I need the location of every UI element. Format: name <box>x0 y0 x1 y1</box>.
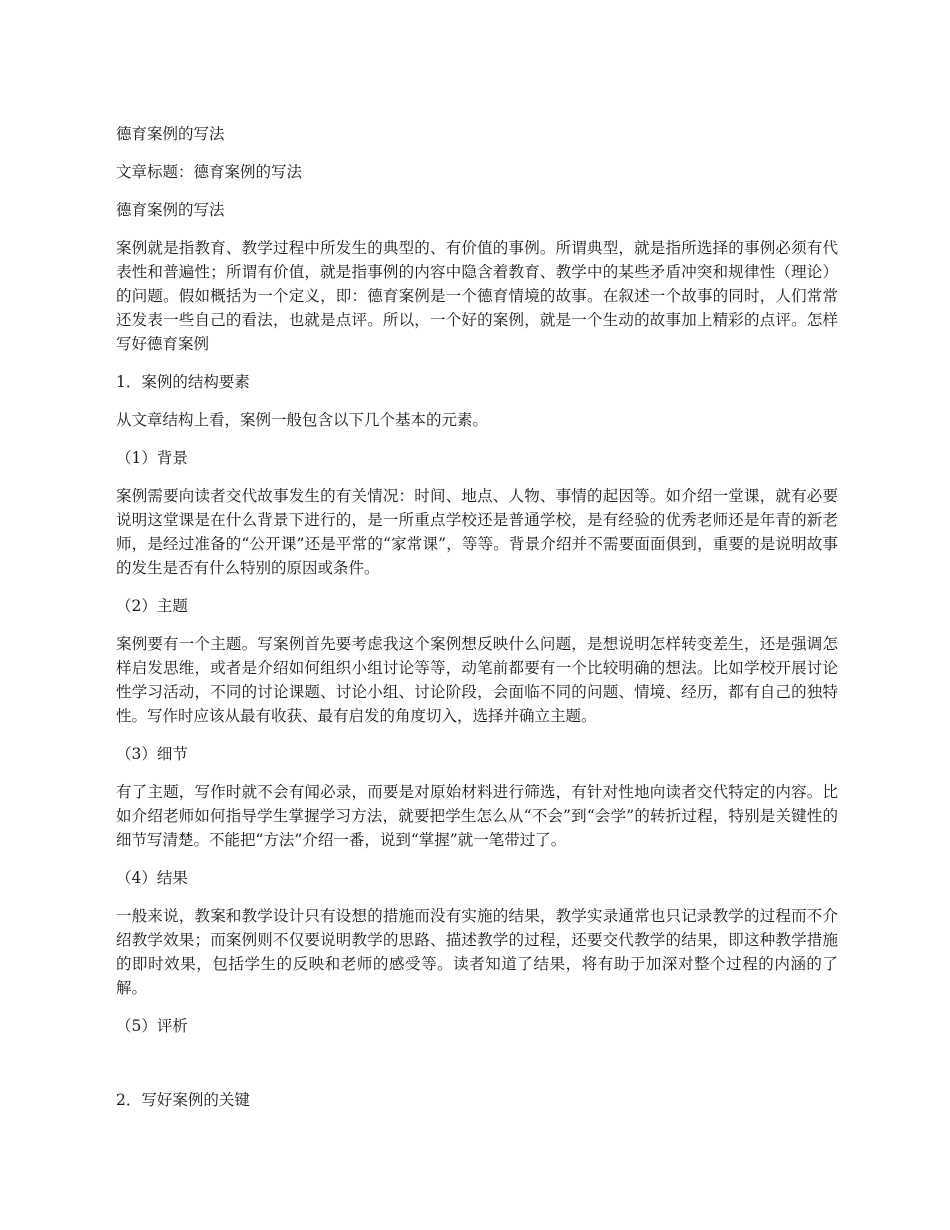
document-body <box>116 122 838 1112</box>
heading-writing-keys: 2．写好案例的关键 <box>116 1091 250 1109</box>
subheading-background: （1）背景 <box>116 449 188 467</box>
section-title: 德育案例的写法 <box>116 201 225 219</box>
intro-paragraph: 案例就是指教育、教学过程中所发生的典型的、有价值的事例。所谓典型，就是指所选择的事例必须有代表性和普遍性；所谓有价值，就是指事例的内容中隐含着教育、教学中的某些矛盾冲突和规律性（理论）的问题。假如概括为一个定义，即：德育案例是一个德育情境的故事。在叙述一个故事的同时，人们常常还发表一些自己的看法，也就是点评。所以，一个好的案例，就是一个生动的故事加上精彩的点评。怎样写好德育案例 <box>116 239 838 353</box>
theme-paragraph: 案例要有一个主题。写案例首先要考虑我这个案例想反映什么问题，是想说明怎样转变差生，还是强调怎样启发思维，或者是介绍如何组织小组讨论等等，动笔前都要有一个比较明确的想法。比如学校开展讨论性学习活动，不同的讨论课题、讨论小组、讨论阶段，会面临不同的问题、情境、经历，都有自己的独特性。写作时应该从最有收获、最有启发的角度切入，选择并确立主题。 <box>116 635 838 725</box>
subheading-theme: （2）主题 <box>116 597 188 615</box>
heading-structure-elements: 1．案例的结构要素 <box>116 373 250 391</box>
subheading-details: （3）细节 <box>116 745 188 763</box>
results-paragraph: 一般来说，教案和教学设计只有设想的措施而没有实施的结果，教学实录通常也只记录教学的过程而不介绍教学效果；而案例则不仅要说明教学的思路、描述教学的过程，还要交代教学的结果，即这种教学措施的即时效果，包括学生的反映和老师的感受等。读者知道了结果，将有助于加深对整个过程的内涵的了解。 <box>116 907 838 997</box>
details-paragraph: 有了主题，写作时就不会有闻必录，而要是对原始材料进行筛选，有针对性地向读者交代特定的内容。比如介绍老师如何指导学生掌握学习方法，就要把学生怎么从“不会”到“会学”的转折过程，特别是关键性的细节写清楚。不能把“方法”介绍一番，说到“掌握”就一笔带过了。 <box>116 783 838 849</box>
background-paragraph: 案例需要向读者交代故事发生的有关情况：时间、地点、人物、事情的起因等。如介绍一堂课，就有必要说明这堂课是在什么背景下进行的，是一所重点学校还是普通学校，是有经验的优秀老师还是年青的新老师，是经过准备的“公开课”还是平常的“家常课”，等等。背景介绍并不需要面面俱到，重要的是说明故事的发生是否有什么特别的原因或条件。 <box>116 487 838 577</box>
article-title-line: 文章标题：德育案例的写法 <box>116 163 303 181</box>
subheading-results: （4）结果 <box>116 869 188 887</box>
document-title: 德育案例的写法 <box>116 125 225 143</box>
structure-paragraph: 从文章结构上看，案例一般包含以下几个基本的元素。 <box>116 411 489 429</box>
subheading-analysis: （5）评析 <box>116 1017 188 1035</box>
